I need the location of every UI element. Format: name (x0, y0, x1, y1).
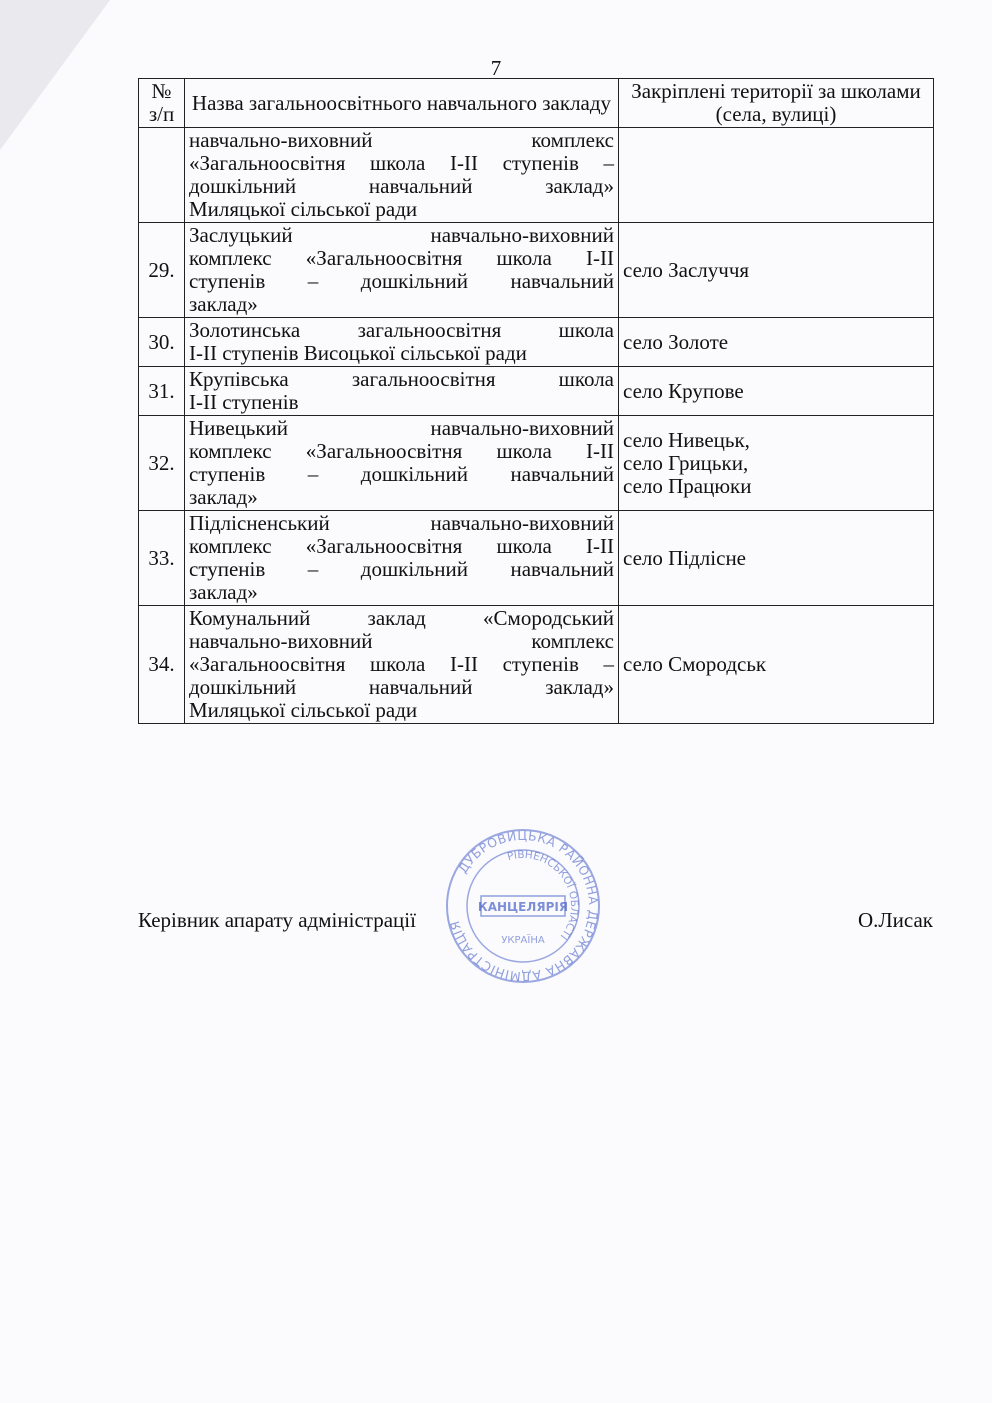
table-row (139, 128, 934, 223)
table-row (139, 367, 934, 416)
school-name-line: комплекс «Загальноосвітня школа І-ІІ (189, 246, 614, 270)
header-territory: Закріплені території за школами (села, вулиці) (619, 79, 934, 128)
school-name-line: заклад» (189, 485, 258, 509)
territory (619, 367, 934, 416)
school-name-line: Комунальний заклад «Смородський (189, 606, 614, 630)
school-name-line: заклад» (189, 580, 258, 604)
table-row (139, 223, 934, 318)
row-number: 32. (139, 416, 185, 511)
row-number: 31. (139, 367, 185, 416)
territory-line: село Підлісне (623, 545, 747, 570)
table-row (139, 416, 934, 511)
school-name (185, 606, 619, 724)
header-number: № з/п (139, 79, 185, 128)
school-name-line: ступенів – дошкільний навчальний (189, 557, 614, 581)
territory-line: село Заслуччя (623, 257, 750, 282)
page-number: 7 (490, 56, 502, 80)
row-number (139, 128, 185, 223)
territory-line: село Працюки (623, 473, 752, 498)
school-name-line: Підлісненський навчально-виховний (189, 511, 614, 535)
school-name-line: Золотинська загальноосвітня школа (189, 318, 614, 342)
stamp-bottom-text: УКРАЇНА (501, 935, 545, 946)
school-name-line: «Загальноосвітня школа І-ІІ ступенів – (189, 652, 614, 676)
territory (619, 606, 934, 724)
school-name-line: Миляцької сільської ради (189, 197, 418, 221)
territory (619, 416, 934, 511)
territory (619, 318, 934, 367)
school-name (185, 511, 619, 606)
territory-line: село Крупове (623, 378, 744, 403)
school-name-line: Заслуцький навчально-виховний (189, 223, 614, 247)
school-name-line: І-ІІ ступенів (189, 390, 299, 414)
territory-line: село Смородськ (623, 652, 767, 676)
schools-table (138, 78, 934, 724)
school-name (185, 128, 619, 223)
school-name-line: Миляцької сільської ради (189, 698, 418, 722)
school-name-line: ступенів – дошкільний навчальний (189, 269, 614, 293)
school-name-line: комплекс «Загальноосвітня школа І-ІІ (189, 439, 614, 463)
school-name-line: ступенів – дошкільний навчальний (189, 462, 614, 486)
table-row (139, 606, 934, 724)
header-school-name: Назва загальноосвітнього навчального закладу (185, 79, 619, 128)
row-number: 29. (139, 223, 185, 318)
territory (619, 511, 934, 606)
school-name-line: І-ІІ ступенів Висоцької сільської ради (189, 341, 527, 365)
signer-position: Керівник апарату адміністрації (138, 908, 416, 932)
row-number: 33. (139, 511, 185, 606)
table-header-row (139, 79, 934, 128)
territory (619, 223, 934, 318)
table-body (139, 128, 934, 724)
school-name-line: Крупівська загальноосвітня школа (189, 367, 614, 391)
territory-line: село Грицьки, (623, 450, 749, 475)
school-name-line: заклад» (189, 292, 258, 316)
table-row (139, 318, 934, 367)
school-name-line: дошкільний навчальний заклад» (189, 174, 614, 198)
stamp-center-text: КАНЦЕЛЯРІЯ (477, 900, 569, 914)
territory (619, 128, 934, 223)
table-row (139, 511, 934, 606)
stamp-outer-text: ДУБРОВИЦЬКА РАЙОННА ДЕРЖАВНА АДМІНІСТРАЦІЯ (446, 827, 602, 985)
row-number: 34. (139, 606, 185, 724)
school-name-line: навчально-виховний комплекс (189, 629, 614, 653)
row-number: 30. (139, 318, 185, 367)
signer-name: О.Лисак (858, 908, 933, 932)
school-name-line: дошкільний навчальний заклад» (189, 675, 614, 699)
school-name-line: навчально-виховний комплекс (189, 128, 614, 152)
school-name-line: комплекс «Загальноосвітня школа І-ІІ (189, 534, 614, 558)
office-stamp (443, 826, 603, 986)
school-name (185, 416, 619, 511)
territory-line: село Золоте (623, 329, 729, 354)
stamp-inner-text: РІВНЕНСЬКОЇ ОБЛАСТІ (505, 848, 581, 942)
school-name (185, 367, 619, 416)
school-name-line: Нивецький навчально-виховний (189, 416, 614, 440)
school-name (185, 318, 619, 367)
school-name-line: «Загальноосвітня школа І-ІІ ступенів – (189, 151, 614, 175)
territory-line: село Нивецьк, (623, 427, 750, 452)
school-name (185, 223, 619, 318)
